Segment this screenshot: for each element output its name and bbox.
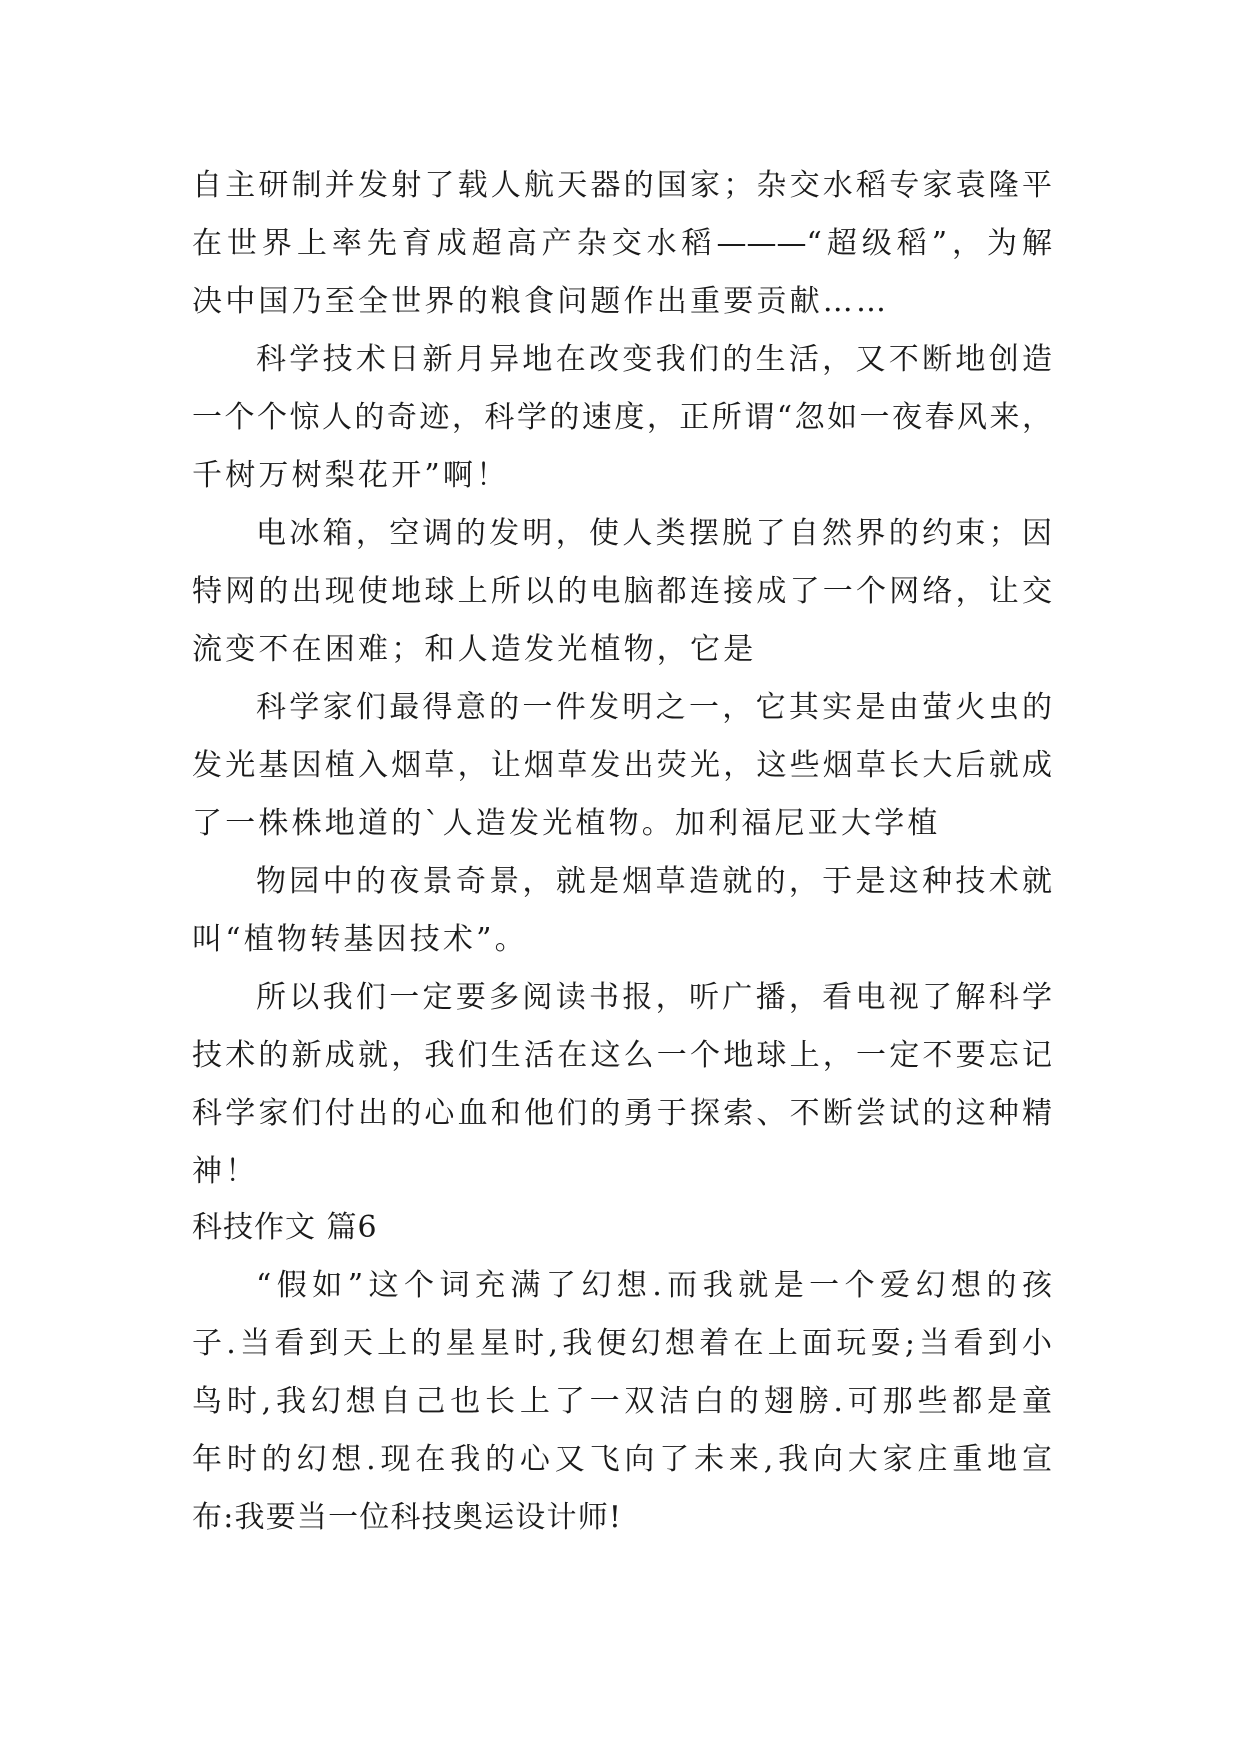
text-line: 物园中的夜景奇景，就是烟草造就的，于是这种技术就 — [256, 864, 1052, 899]
text-line: 科学家们付出的心血和他们的勇于探索、不断尝试的这种精 — [192, 1096, 1052, 1131]
text-line: 决中国乃至全世界的粮食问题作出重要贡献…… — [192, 284, 890, 319]
text-line: 布:我要当一位科技奥运设计师! — [192, 1500, 623, 1535]
text-line: 子.当看到天上的星星时,我便幻想着在上面玩耍;当看到小 — [192, 1326, 1052, 1361]
text-line: 自主研制并发射了载人航天器的国家；杂交水稻专家袁隆平 — [192, 168, 1052, 203]
text-line: 年时的幻想.现在我的心又飞向了未来,我向大家庄重地宣 — [192, 1442, 1052, 1477]
text-line: 电冰箱，空调的发明，使人类摆脱了自然界的约束；因 — [256, 516, 1052, 551]
text-line: 一个个惊人的奇迹，科学的速度，正所谓“忽如一夜春风来， — [192, 400, 1052, 435]
text-line: 科学家们最得意的一件发明之一，它其实是由萤火虫的 — [256, 690, 1052, 725]
text-line: 特网的出现使地球上所以的电脑都连接成了一个网络，让交 — [192, 574, 1052, 609]
text-line: 科学技术日新月异地在改变我们的生活，又不断地创造 — [256, 342, 1052, 377]
text-line: 神！ — [192, 1154, 259, 1189]
text-line: 在世界上率先育成超高产杂交水稻———“超级稻”，为解 — [192, 226, 1052, 261]
text-line: 流变不在困难；和人造发光植物，它是 — [192, 632, 757, 667]
text-line: “假如”这个词充满了幻想.而我就是一个爱幻想的孩 — [256, 1268, 1052, 1303]
text-line: 发光基因植入烟草，让烟草发出荧光，这些烟草长大后就成 — [192, 748, 1052, 783]
text-line: 了一株株地道的`人造发光植物。加利福尼亚大学植 — [192, 806, 941, 841]
text-line: 叫“植物转基因技术”。 — [192, 922, 528, 957]
text-line: 鸟时,我幻想自己也长上了一双洁白的翅膀.可那些都是童 — [192, 1384, 1052, 1419]
section-heading: 科技作文 篇6 — [192, 1210, 378, 1245]
text-line: 技术的新成就，我们生活在这么一个地球上，一定不要忘记 — [192, 1038, 1052, 1073]
text-line: 千树万树梨花开”啊！ — [192, 458, 510, 493]
text-line: 所以我们一定要多阅读书报，听广播，看电视了解科学 — [256, 980, 1052, 1015]
